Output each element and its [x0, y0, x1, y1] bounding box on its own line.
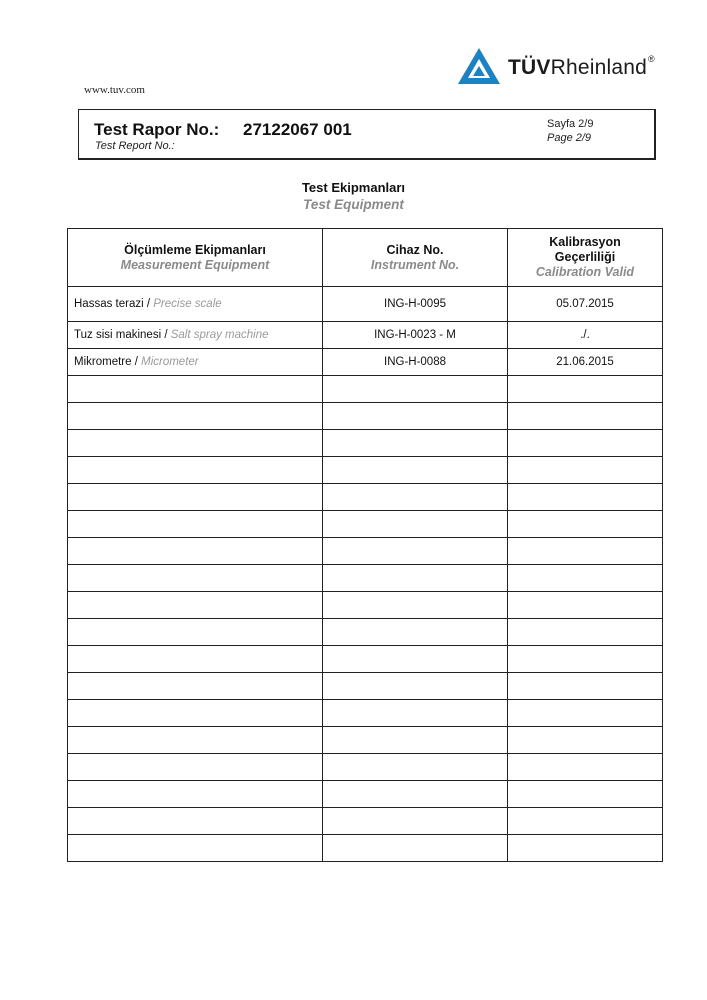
- empty-cell: [323, 673, 508, 700]
- header-calibration-valid: [508, 229, 663, 287]
- empty-cell: [508, 538, 663, 565]
- empty-cell: [508, 673, 663, 700]
- equipment-table: [67, 228, 663, 862]
- empty-table-row: [68, 484, 663, 511]
- empty-cell: [323, 781, 508, 808]
- header-en: Measurement Equipment: [120, 257, 270, 272]
- empty-cell: [68, 403, 323, 430]
- empty-table-row: [68, 565, 663, 592]
- empty-cell: [323, 457, 508, 484]
- calibration-date-cell: 05.07.2015: [508, 287, 663, 322]
- empty-cell: [508, 646, 663, 673]
- empty-cell: [508, 403, 663, 430]
- empty-cell: [323, 484, 508, 511]
- equipment-name-cell: Hassas terazi / Precise scale: [68, 287, 323, 322]
- tuv-rheinland-logo: [456, 46, 666, 86]
- empty-table-row: [68, 781, 663, 808]
- empty-cell: [508, 376, 663, 403]
- empty-cell: [323, 403, 508, 430]
- website-url: www.tuv.com: [84, 84, 145, 96]
- instrument-no-cell: ING-H-0088: [323, 349, 508, 376]
- equipment-name-cell: Tuz sisi makinesi / Salt spray machine: [68, 322, 323, 349]
- empty-cell: [323, 646, 508, 673]
- empty-cell: [508, 484, 663, 511]
- empty-cell: [323, 808, 508, 835]
- empty-cell: [508, 430, 663, 457]
- instrument-no-cell: ING-H-0023 - M: [323, 322, 508, 349]
- empty-cell: [508, 565, 663, 592]
- header-tr: Cihaz No.: [386, 242, 444, 257]
- logo-wordmark: TÜVRheinland®: [508, 54, 655, 79]
- table-header-row: [68, 229, 663, 287]
- empty-cell: [508, 808, 663, 835]
- empty-cell: [508, 511, 663, 538]
- empty-cell: [68, 727, 323, 754]
- report-number: 27122067 001: [243, 120, 352, 139]
- header-tr: Ölçümleme Ekipmanları: [124, 242, 266, 257]
- table-row: [68, 349, 663, 376]
- empty-cell: [68, 430, 323, 457]
- empty-cell: [68, 484, 323, 511]
- tuv-triangle-icon: [456, 46, 502, 86]
- empty-table-row: [68, 592, 663, 619]
- empty-cell: [68, 808, 323, 835]
- instrument-no-cell: ING-H-0095: [323, 287, 508, 322]
- empty-cell: [68, 376, 323, 403]
- empty-cell: [68, 538, 323, 565]
- empty-table-row: [68, 376, 663, 403]
- report-subtitle: Test Report No.:: [95, 140, 175, 152]
- table-row: [68, 322, 663, 349]
- empty-cell: [68, 673, 323, 700]
- header-en: Instrument No.: [370, 257, 460, 272]
- empty-cell: [323, 835, 508, 862]
- calibration-date-cell: 21.06.2015: [508, 349, 663, 376]
- header-measurement-equipment: [68, 229, 323, 287]
- equipment-name-cell: Mikrometre / Micrometer: [68, 349, 323, 376]
- empty-cell: [323, 700, 508, 727]
- page-indicator-tr: Sayfa 2/9: [547, 118, 594, 130]
- empty-cell: [68, 457, 323, 484]
- empty-cell: [323, 538, 508, 565]
- empty-table-row: [68, 700, 663, 727]
- empty-cell: [323, 619, 508, 646]
- empty-cell: [68, 700, 323, 727]
- empty-table-row: [68, 619, 663, 646]
- empty-table-row: [68, 835, 663, 862]
- empty-table-row: [68, 430, 663, 457]
- empty-cell: [323, 565, 508, 592]
- empty-cell: [68, 511, 323, 538]
- section-subtitle: Test Equipment: [303, 197, 404, 212]
- empty-cell: [508, 700, 663, 727]
- section-title: Test Ekipmanları: [301, 180, 406, 195]
- empty-cell: [508, 727, 663, 754]
- empty-cell: [323, 754, 508, 781]
- empty-cell: [508, 781, 663, 808]
- empty-table-row: [68, 457, 663, 484]
- empty-cell: [68, 835, 323, 862]
- page-indicator-en: Page 2/9: [547, 132, 592, 144]
- empty-cell: [68, 565, 323, 592]
- header-en: Calibration Valid: [535, 265, 635, 279]
- empty-cell: [508, 754, 663, 781]
- report-title: Test Rapor No.:: [94, 120, 220, 139]
- calibration-date-cell: ./.: [508, 322, 663, 349]
- empty-table-row: [68, 511, 663, 538]
- empty-table-row: [68, 646, 663, 673]
- empty-cell: [68, 619, 323, 646]
- empty-table-row: [68, 403, 663, 430]
- empty-cell: [508, 592, 663, 619]
- empty-table-row: [68, 727, 663, 754]
- empty-table-row: [68, 538, 663, 565]
- empty-cell: [323, 430, 508, 457]
- empty-cell: [508, 835, 663, 862]
- empty-cell: [508, 619, 663, 646]
- empty-cell: [323, 727, 508, 754]
- empty-table-row: [68, 808, 663, 835]
- empty-cell: [508, 457, 663, 484]
- empty-cell: [68, 781, 323, 808]
- empty-cell: [323, 511, 508, 538]
- table-row: [68, 287, 663, 322]
- empty-cell: [323, 592, 508, 619]
- empty-table-row: [68, 754, 663, 781]
- empty-table-row: [68, 673, 663, 700]
- empty-cell: [68, 754, 323, 781]
- header-instrument-no: [323, 229, 508, 287]
- empty-cell: [68, 646, 323, 673]
- empty-cell: [68, 592, 323, 619]
- empty-cell: [323, 376, 508, 403]
- report-number-box: [78, 109, 656, 160]
- header-tr: Kalibrasyon Geçerliliği: [549, 235, 621, 264]
